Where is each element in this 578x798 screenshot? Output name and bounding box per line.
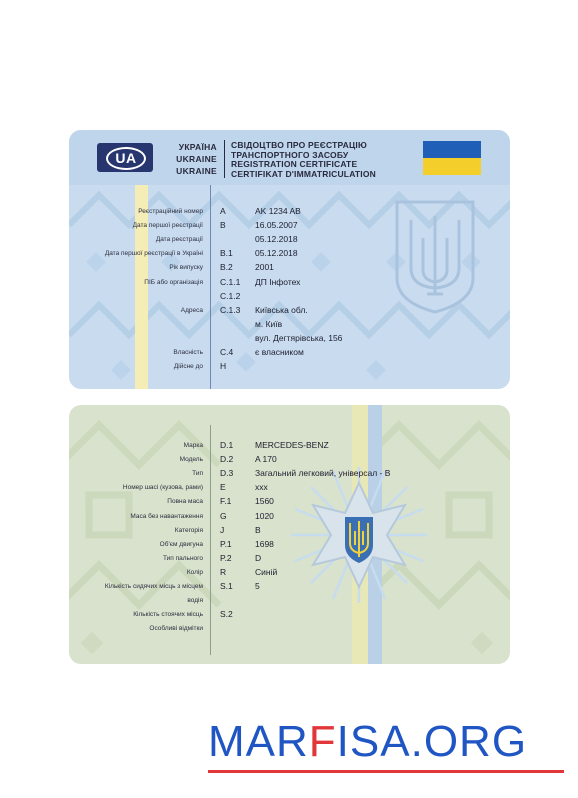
back-label: Кількість сидячих місць з місцем bbox=[104, 583, 203, 590]
front-label: Дата першої реєстрації в Україні bbox=[104, 250, 203, 258]
back-value: 5 bbox=[255, 581, 260, 591]
back-code: S.1 bbox=[220, 581, 233, 591]
back-code: D.3 bbox=[220, 468, 234, 479]
front-label: ПІБ або організація bbox=[144, 278, 203, 286]
back-row bbox=[69, 594, 510, 607]
front-value: Київська обл. bbox=[255, 304, 308, 315]
back-row bbox=[69, 580, 510, 593]
front-label: Реєстраційний номер bbox=[138, 208, 203, 215]
logo-part-3: ISA.ORG bbox=[336, 717, 528, 766]
flag-blue bbox=[423, 141, 481, 158]
front-row bbox=[69, 233, 510, 246]
front-value: AK 1234 AB bbox=[255, 206, 301, 216]
back-label: Кількість стоячих місць bbox=[133, 611, 203, 619]
front-row bbox=[69, 360, 510, 373]
front-value: м. Київ bbox=[255, 318, 283, 329]
front-row bbox=[69, 247, 510, 260]
back-label: Колір bbox=[186, 568, 203, 576]
back-row bbox=[69, 524, 510, 537]
front-value: 16.05.2007 bbox=[255, 220, 298, 231]
front-row bbox=[69, 304, 510, 317]
front-code: A bbox=[220, 206, 226, 216]
registration-card-back bbox=[69, 405, 510, 664]
ukraine-flag bbox=[423, 141, 481, 175]
back-row bbox=[69, 467, 510, 480]
back-row bbox=[69, 439, 510, 452]
back-value: Загальний легковий, універсал - B bbox=[255, 468, 391, 479]
back-value: 1020 bbox=[255, 510, 274, 521]
back-label: Категорія bbox=[174, 526, 203, 534]
back-label: Об'єм двигуна bbox=[159, 540, 203, 548]
back-label: Модель bbox=[179, 456, 203, 464]
back-row bbox=[69, 481, 510, 494]
country-en: UKRAINE bbox=[176, 154, 217, 164]
country-uk: УКРАЇНА bbox=[178, 142, 217, 152]
front-row bbox=[69, 346, 510, 359]
back-label: Тип пального bbox=[162, 554, 203, 562]
back-code: D.2 bbox=[220, 454, 234, 465]
ua-badge-text: UA bbox=[106, 147, 146, 170]
back-label: Марка bbox=[183, 442, 203, 449]
front-value: 2001 bbox=[255, 262, 274, 273]
front-value: ДП Інфотех bbox=[255, 276, 301, 287]
back-row bbox=[69, 495, 510, 508]
front-row bbox=[69, 261, 510, 274]
country-names bbox=[169, 141, 217, 177]
front-label: Адреса bbox=[180, 306, 203, 314]
logo-part-2: F bbox=[308, 717, 337, 766]
title-line-4: CERTIFIKAT D'IMMATRICULATION bbox=[231, 168, 377, 179]
back-value: 1698 bbox=[255, 538, 274, 549]
flag-yellow bbox=[423, 158, 481, 175]
front-label: Дійсне до bbox=[173, 363, 203, 371]
front-header bbox=[69, 130, 510, 185]
front-row bbox=[69, 318, 510, 331]
back-value: MERCEDES-BENZ bbox=[255, 440, 329, 450]
back-row bbox=[69, 566, 510, 579]
back-value: D bbox=[255, 552, 262, 563]
back-code: F.1 bbox=[220, 496, 232, 507]
front-code: H bbox=[220, 361, 227, 372]
back-row bbox=[69, 510, 510, 523]
back-row bbox=[69, 538, 510, 551]
front-code: B.2 bbox=[220, 262, 233, 273]
back-value: 1560 bbox=[255, 496, 274, 507]
back-row bbox=[69, 453, 510, 466]
logo-underline bbox=[208, 770, 564, 773]
back-code: P.2 bbox=[220, 552, 232, 563]
back-code: R bbox=[220, 566, 227, 577]
back-value: B bbox=[255, 524, 261, 535]
back-label: Тип bbox=[192, 470, 203, 478]
front-row bbox=[69, 276, 510, 289]
title-line-2: ТРАНСПОРТНОГО ЗАСОБУ bbox=[231, 149, 349, 160]
back-value: A 170 bbox=[255, 454, 277, 465]
registration-card-front bbox=[69, 130, 510, 389]
back-label: Номер шасі (кузова, рами) bbox=[122, 484, 203, 492]
front-value: 05.12.2018 bbox=[255, 248, 298, 259]
front-code: B bbox=[220, 220, 226, 231]
front-code: C.1.1 bbox=[220, 276, 241, 287]
back-label: водія bbox=[187, 597, 203, 605]
front-label: Власність bbox=[173, 349, 203, 356]
front-row bbox=[69, 205, 510, 218]
front-code: C.4 bbox=[220, 347, 234, 357]
back-code: E bbox=[220, 482, 226, 493]
back-label: Повна маса bbox=[167, 498, 203, 506]
front-label: Дата першої реєстрації bbox=[132, 222, 203, 230]
back-code: D.1 bbox=[220, 440, 234, 450]
ua-badge bbox=[97, 143, 153, 172]
back-label: Маса без навантаження bbox=[130, 512, 203, 520]
back-value: xxx bbox=[255, 482, 268, 493]
front-label: Рік випуску bbox=[169, 264, 203, 272]
front-row bbox=[69, 332, 510, 345]
back-value: Синій bbox=[255, 566, 278, 577]
front-code: B.1 bbox=[220, 248, 233, 259]
front-code: C.1.3 bbox=[220, 304, 241, 315]
marfisa-logo bbox=[208, 717, 527, 767]
header-separator bbox=[224, 140, 225, 178]
front-label: Дата реєстрації bbox=[155, 236, 203, 244]
back-row bbox=[69, 622, 510, 635]
country-fr: UKRAINE bbox=[176, 166, 217, 176]
back-code: S.2 bbox=[220, 609, 233, 620]
back-row bbox=[69, 608, 510, 621]
logo-part-1: MAR bbox=[208, 717, 309, 766]
front-value: є власником bbox=[255, 347, 304, 357]
front-code: C.1.2 bbox=[220, 290, 241, 301]
front-row bbox=[69, 219, 510, 232]
back-code: P.1 bbox=[220, 538, 232, 549]
back-row bbox=[69, 552, 510, 565]
back-code: J bbox=[220, 524, 225, 535]
back-label: Особливі відмітки bbox=[149, 625, 203, 633]
front-value: 05.12.2018 bbox=[255, 234, 298, 245]
front-value: вул. Дегтярівська, 156 bbox=[255, 332, 343, 343]
front-row bbox=[69, 290, 510, 303]
title-line-3: REGISTRATION CERTIFICATE bbox=[231, 159, 358, 169]
back-code: G bbox=[220, 510, 227, 521]
title-line-1: СВІДОЦТВО ПРО РЕЄСТРАЦІЮ bbox=[231, 140, 367, 150]
certificate-title bbox=[231, 141, 376, 179]
